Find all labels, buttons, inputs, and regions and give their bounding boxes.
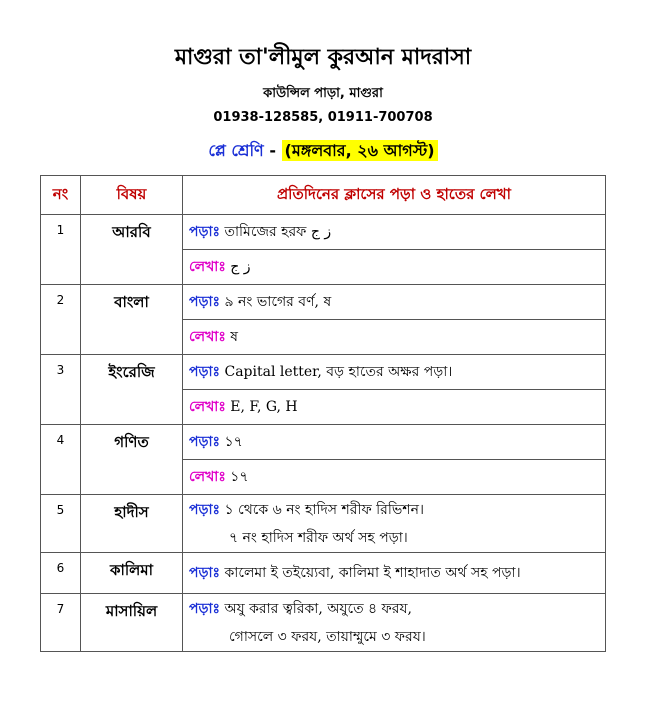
table-header-row	[41, 176, 606, 215]
madrasa-address: কাউন্সিল পাড়া, মাগুরা	[263, 86, 383, 101]
row-subject: গণিত	[81, 425, 183, 495]
row-number: 7	[41, 594, 81, 652]
row-subject: ইংরেজি	[81, 355, 183, 425]
read-label: পড়াঃ	[189, 364, 221, 380]
table-row	[41, 594, 606, 652]
read-cell	[183, 594, 606, 652]
read-cell	[183, 425, 606, 460]
write-label: লেখাঃ	[189, 259, 226, 275]
read-cell	[183, 285, 606, 320]
read-cell	[183, 495, 606, 553]
write-label: লেখাঃ	[189, 329, 226, 345]
header-subject: বিষয়	[81, 176, 183, 215]
read-text-line2: ৭ নং হাদিস শরীফ অর্থ সহ পড়া।	[229, 529, 408, 546]
read-text-line2: গোসলে ৩ ফরয, তায়াম্মুমে ৩ ফরয।	[229, 628, 426, 645]
write-cell	[183, 250, 606, 285]
write-label: লেখাঃ	[189, 399, 226, 415]
row-subject: বাংলা	[81, 285, 183, 355]
row-subject: আরবি	[81, 215, 183, 285]
read-cell	[183, 355, 606, 390]
read-label: পড়াঃ	[189, 600, 221, 617]
read-text: তামিজের হরফ ز ج	[224, 224, 332, 240]
row-subject: মাসায়িল	[81, 594, 183, 652]
write-text: E, F, G, H	[230, 399, 298, 415]
lesson-table	[40, 175, 606, 652]
row-subject: হাদীস	[81, 495, 183, 553]
write-text: ষ	[230, 329, 239, 345]
read-text: কালেমা ই তইয়্যেবা, কালিমা ই শাহাদাত অর্থ সহ পড়া।	[224, 565, 521, 581]
class-heading	[0, 138, 646, 165]
madrasa-title: মাগুরা তা'লীমুল কুরআন মাদরাসা	[174, 45, 472, 70]
read-label: পড়াঃ	[189, 224, 221, 240]
table-row	[41, 285, 606, 320]
write-text: ز ج	[230, 259, 251, 275]
class-name: প্লে শ্রেণি	[208, 141, 264, 160]
row-number: 4	[41, 425, 81, 495]
write-cell	[183, 390, 606, 425]
read-cell	[183, 553, 606, 594]
row-number: 5	[41, 495, 81, 553]
row-number: 3	[41, 355, 81, 425]
read-label: পড়াঃ	[189, 501, 221, 518]
table-row	[41, 355, 606, 390]
row-number: 6	[41, 553, 81, 594]
write-cell	[183, 320, 606, 355]
read-label: পড়াঃ	[189, 565, 221, 581]
read-text: ১৭	[224, 434, 243, 450]
table-row	[41, 553, 606, 594]
read-text: Capital letter, বড় হাতের অক্ষর পড়া।	[224, 364, 453, 380]
write-cell	[183, 460, 606, 495]
read-text: ১ থেকে ৬ নং হাদিস শরীফ রিভিশন।	[224, 501, 424, 518]
table-row	[41, 495, 606, 553]
table-row	[41, 425, 606, 460]
write-text: ১৭	[230, 469, 249, 485]
read-cell	[183, 215, 606, 250]
class-date: (মঙ্গলবার, ২৬ আগস্ট)	[282, 140, 438, 161]
read-text: ৯ নং ভাগের বর্ণ, ষ	[224, 294, 332, 310]
class-separator: -	[263, 141, 282, 160]
table-row	[41, 215, 606, 250]
row-subject: কালিমা	[81, 553, 183, 594]
read-label: পড়াঃ	[189, 434, 221, 450]
write-label: লেখাঃ	[189, 469, 226, 485]
row-number: 1	[41, 215, 81, 285]
madrasa-phones: 01938-128585, 01911-700708	[213, 110, 433, 125]
header-number: নং	[41, 176, 81, 215]
row-number: 2	[41, 285, 81, 355]
header-lesson: প্রতিদিনের ক্লাসের পড়া ও হাতের লেখা	[183, 176, 606, 215]
read-text: অযু করার ত্বরিকা, অযুতে ৪ ফরয,	[224, 600, 413, 617]
read-label: পড়াঃ	[189, 294, 221, 310]
